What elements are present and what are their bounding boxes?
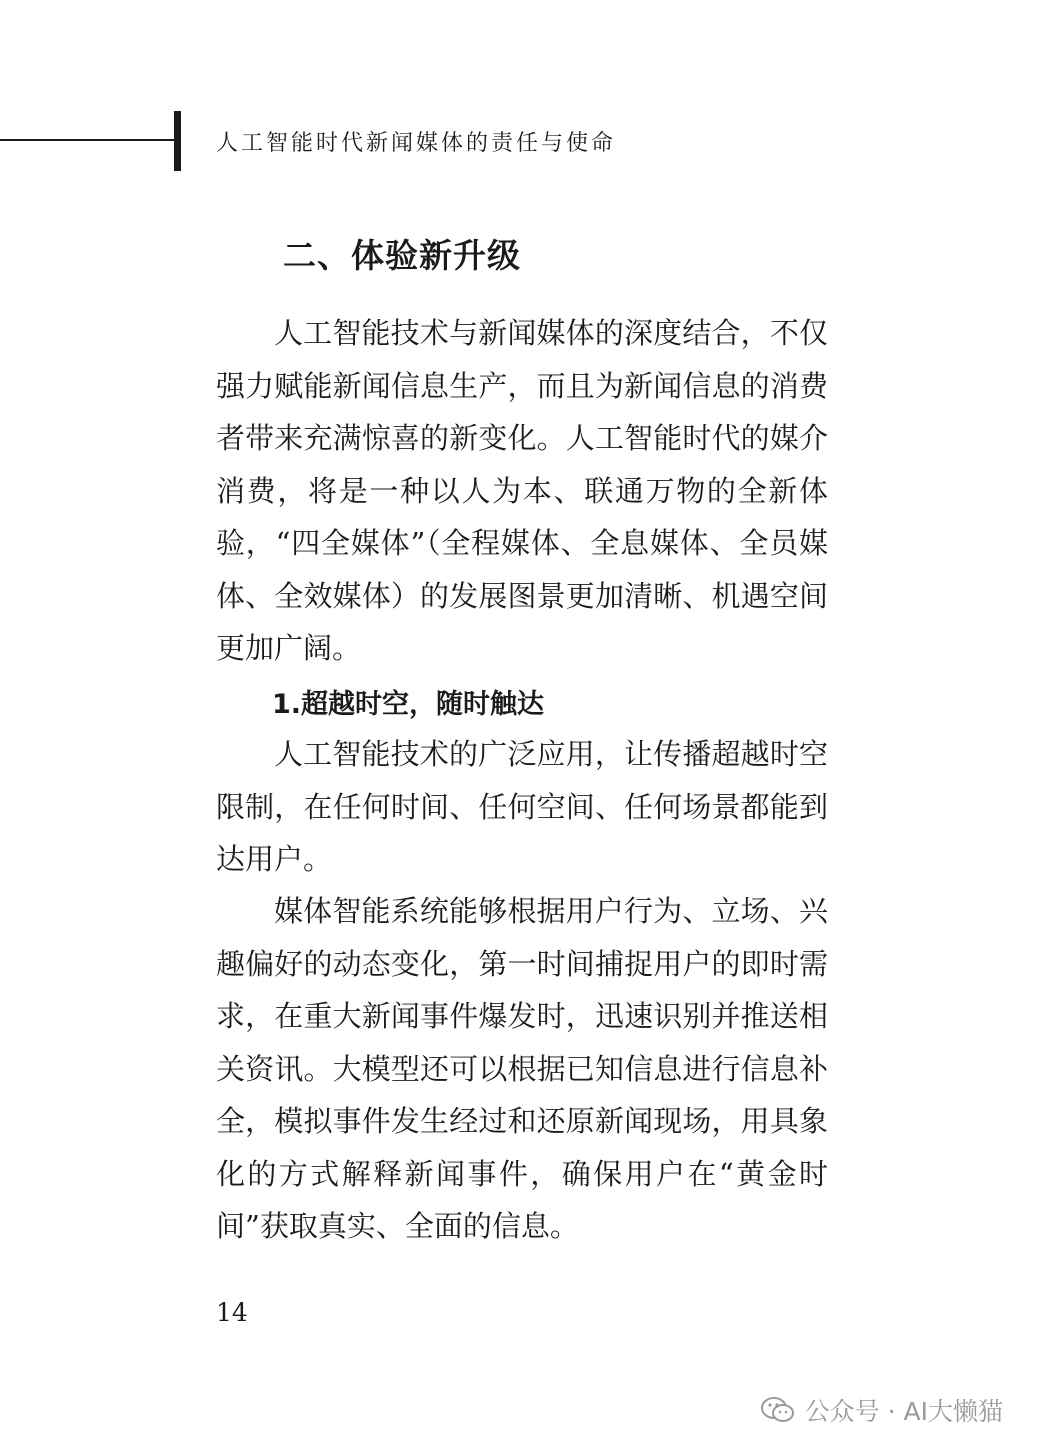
subsection-title: 1.超越时空，随时触达 <box>272 689 545 720</box>
running-header: 人工智能时代新闻媒体的责任与使命 <box>216 131 617 156</box>
header-rule <box>0 139 176 141</box>
watermark-text: 公众号 · AI大懒猫 <box>804 1397 1003 1426</box>
wechat-icon <box>761 1396 795 1424</box>
section-title: 二、体验新升级 <box>283 236 521 275</box>
paragraph-1: 人工智能技术与新闻媒体的深度结合，不仅强力赋能新闻信息生产，而且为新闻信息的消费者带来充满惊喜的新变化。人工智能时代的媒介消费，将是一种以人为本、联通万物的全新体验，“四全媒体”（全程媒体、全息媒体、全员媒体、全效媒体）的发展图景更加清晰、机遇空间更加广阔。 <box>216 316 828 665</box>
paragraph-3: 媒体智能系统能够根据用户行为、立场、兴趣偏好的动态变化，第一时间捕捉用户的即时需求，在重大新闻事件爆发时，迅速识别并推送相关资讯。大模型还可以根据已知信息进行信息补全，模拟事件发生经过和还原新闻现场，用具象化的方式解释新闻事件，确保用户在“黄金时间”获取真实、全面的信息。 <box>216 894 828 1243</box>
watermark <box>761 1392 1003 1428</box>
header-bar <box>174 111 181 171</box>
page-number: 14 <box>216 1298 248 1327</box>
paragraph-2: 人工智能技术的广泛应用，让传播超越时空限制，在任何时间、任何空间、任何场景都能到达用户。 <box>216 737 828 876</box>
